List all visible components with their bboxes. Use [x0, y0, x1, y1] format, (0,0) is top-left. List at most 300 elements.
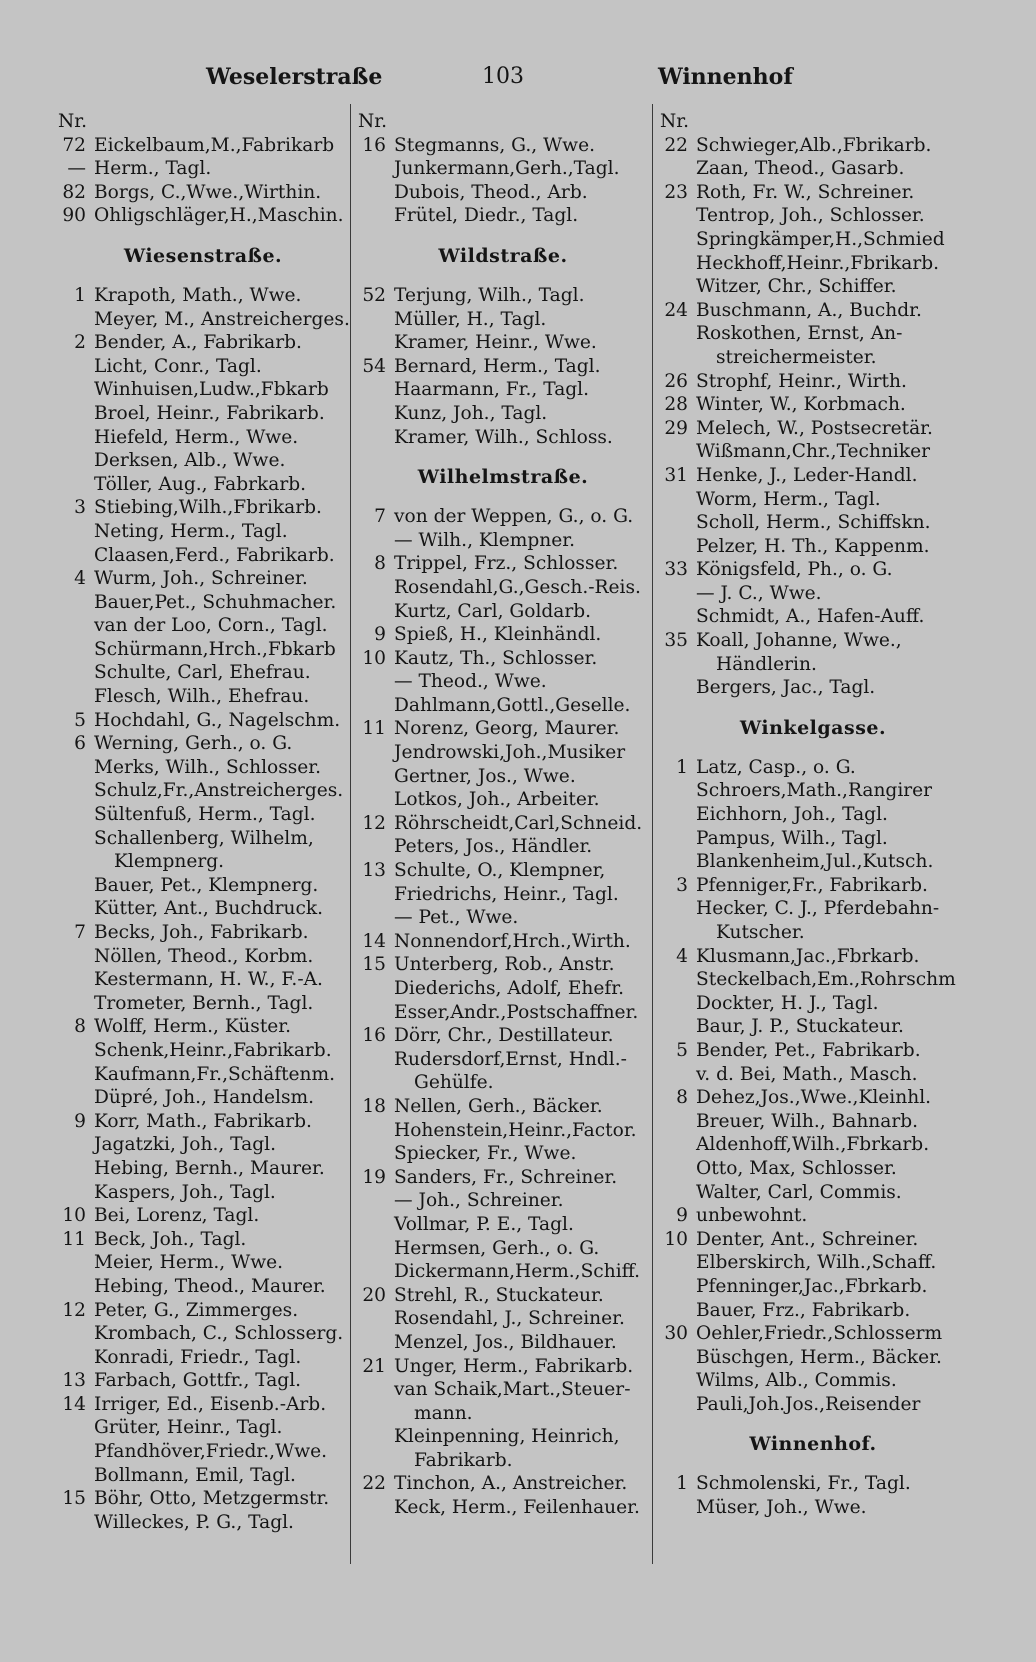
- resident-text: mann.: [414, 1402, 473, 1424]
- resident-text: Unterberg, Rob., Anstr.: [394, 954, 615, 976]
- resident-text: Oehler,Friedr.,Schlosserm: [696, 1323, 943, 1345]
- directory-entry: [58, 284, 348, 308]
- directory-entry: [58, 110, 348, 134]
- directory-entry: [358, 1260, 648, 1284]
- resident-text: Zaan, Theod., Gasarb.: [696, 158, 905, 180]
- resident-text: Vollmar, P. E., Tagl.: [394, 1213, 574, 1235]
- house-number: 19: [362, 1166, 386, 1188]
- directory-entry: [358, 1095, 648, 1119]
- directory-entry: [660, 827, 966, 851]
- house-number: 14: [62, 1393, 86, 1415]
- directory-entry: [358, 647, 648, 671]
- directory-entry: [58, 1393, 348, 1417]
- directory-entry: [58, 520, 348, 544]
- directory-entry: [660, 921, 966, 945]
- directory-entry: [660, 346, 966, 370]
- resident-text: Latz, Casp., o. G.: [696, 756, 856, 778]
- house-number: 35: [664, 630, 688, 652]
- directory-entry: [660, 1204, 966, 1228]
- resident-text: Bernard, Herm., Tagl.: [394, 355, 601, 377]
- resident-text: Merks, Wilh., Schlosser.: [94, 756, 322, 778]
- resident-text: Baur, J. P., Stuckateur.: [696, 1016, 904, 1038]
- resident-text: Irriger, Ed., Eisenb.-Arb.: [94, 1393, 327, 1415]
- directory-entry: [58, 1251, 348, 1275]
- directory-entry: [358, 1237, 648, 1261]
- directory-entry: [58, 331, 348, 355]
- directory-entry: [58, 614, 348, 638]
- house-number: 26: [664, 370, 688, 392]
- resident-text: Konradi, Friedr., Tagl.: [94, 1346, 302, 1368]
- directory-entry: [58, 992, 348, 1016]
- directory-entry: [660, 992, 966, 1016]
- resident-text: Pauli,Joh.Jos.,Reisender: [696, 1393, 921, 1415]
- directory-entry: [660, 1472, 966, 1496]
- directory-entry: [58, 378, 348, 402]
- house-number: 16: [362, 1025, 386, 1047]
- resident-text: Steckelbach,Em.,Rohrschm: [696, 969, 956, 991]
- resident-text: Schenk,Heinr.,Fabrikarb.: [94, 1039, 332, 1061]
- house-number: 31: [664, 464, 688, 486]
- directory-entry: [358, 1024, 648, 1048]
- house-number: 23: [664, 181, 688, 203]
- house-number: 3: [74, 497, 86, 519]
- directory-entry: [58, 1275, 348, 1299]
- resident-text: Töller, Aug., Fabrkarb.: [94, 473, 307, 495]
- directory-entry: [358, 953, 648, 977]
- directory-entry: [358, 181, 648, 205]
- resident-text: Esser,Andr.,Postschaffner.: [394, 1001, 639, 1023]
- directory-entry: [358, 284, 648, 308]
- directory-entry: [58, 204, 348, 228]
- resident-text: Flesch, Wilh., Ehefrau.: [94, 686, 310, 708]
- resident-text: Nellen, Gerh., Bäcker.: [394, 1095, 603, 1117]
- resident-text: Diederichs, Adolf, Ehefr.: [394, 978, 625, 999]
- resident-text: Eickelbaum,M.,Fabrikarb: [94, 134, 335, 156]
- resident-text: Schulz,Fr.,Anstreicherges.: [94, 780, 344, 802]
- resident-text: Peters, Jos., Händler.: [394, 836, 593, 858]
- house-number: 13: [62, 1370, 86, 1392]
- resident-text: Becks, Joh., Fabrikarb.: [94, 922, 309, 943]
- directory-entry: [660, 653, 966, 677]
- house-number: 10: [664, 1228, 688, 1250]
- directory-entry: [58, 1181, 348, 1205]
- directory-entry: [58, 827, 348, 851]
- resident-text: Heckhoff,Heinr.,Fbrikarb.: [696, 252, 940, 274]
- resident-text: Düpré, Joh., Handelsm.: [94, 1087, 315, 1109]
- resident-text: Neting, Herm., Tagl.: [94, 520, 288, 542]
- directory-entry: [58, 1086, 348, 1110]
- directory-entry: [58, 591, 348, 615]
- directory-entry: [58, 661, 348, 685]
- directory-entry: [58, 1110, 348, 1134]
- resident-text: Nöllen, Theod., Korbm.: [94, 945, 314, 967]
- resident-text: Röhrscheidt,Carl,Schneid.: [394, 812, 643, 834]
- directory-entry: [58, 1063, 348, 1087]
- directory-entry: [358, 1189, 648, 1213]
- street-heading: Wilhelmstraße.: [417, 466, 589, 489]
- house-number: 2: [74, 332, 86, 354]
- directory-entry: [358, 1496, 648, 1520]
- house-number: 6: [74, 733, 86, 755]
- resident-text: Breuer, Wilh., Bahnarb.: [696, 1110, 919, 1132]
- directory-entry: [358, 717, 648, 741]
- directory-entry: [358, 576, 648, 600]
- house-number: 12: [362, 812, 386, 834]
- resident-text: Hohenstein,Heinr.,Factor.: [394, 1119, 637, 1141]
- resident-text: Pelzer, H. Th., Kappenm.: [696, 535, 930, 557]
- resident-text: Bauer,Pet., Schuhmacher.: [94, 591, 337, 613]
- directory-entry: [660, 181, 966, 205]
- resident-text: Schürmann,Hrch.,Fbkarb: [94, 638, 336, 660]
- directory-entry: [358, 157, 648, 181]
- resident-text: Nr.: [58, 111, 88, 132]
- house-number: 10: [362, 647, 386, 669]
- directory-entry: [358, 1213, 648, 1237]
- directory-entry: [660, 968, 966, 992]
- house-number: 30: [664, 1323, 688, 1345]
- page-header: [58, 64, 968, 104]
- resident-text: Fabrikarb.: [414, 1449, 513, 1471]
- directory-entry: [58, 921, 348, 945]
- resident-text: Schulte, Carl, Ehefrau.: [94, 662, 311, 684]
- resident-text: Frütel, Diedr., Tagl.: [394, 205, 579, 227]
- directory-entry: [660, 874, 966, 898]
- directory-entry: [358, 552, 648, 576]
- resident-text: Böhr, Otto, Metzgermstr.: [94, 1488, 330, 1510]
- directory-entry: [660, 945, 966, 969]
- column-divider: [350, 104, 351, 1564]
- directory-entry: [358, 741, 648, 765]
- directory-entry: [660, 511, 966, 535]
- house-number: 54: [362, 355, 386, 377]
- resident-text: Nr.: [660, 111, 690, 132]
- directory-entry: [58, 897, 348, 921]
- directory-entry: [358, 670, 648, 694]
- resident-text: Menzel, Jos., Bildhauer.: [394, 1331, 617, 1353]
- directory-entry: [660, 393, 966, 417]
- directory-entry: [58, 874, 348, 898]
- resident-text: Dehez,Jos.,Wwe.,Kleinhl.: [696, 1087, 932, 1109]
- resident-text: Kramer, Heinr., Wwe.: [394, 332, 597, 354]
- directory-entry: [58, 1416, 348, 1440]
- resident-text: Springkämper,H.,Schmied: [696, 228, 945, 250]
- directory-entry: [660, 1133, 966, 1157]
- resident-text: Händlerin.: [716, 653, 817, 675]
- resident-text: Dubois, Theod., Arb.: [394, 181, 588, 203]
- directory-entry: [660, 252, 966, 276]
- directory-entry: [660, 1086, 966, 1110]
- house-number: 52: [362, 284, 386, 306]
- resident-text: Sültenfuß, Herm., Tagl.: [94, 804, 316, 826]
- directory-entry: [660, 1157, 966, 1181]
- resident-text: Bender, A., Fabrikarb.: [94, 332, 302, 354]
- resident-text: Pfenniger,Fr., Fabrikarb.: [696, 874, 928, 896]
- street-heading: Wildstraße.: [438, 244, 568, 267]
- resident-text: Rudersdorf,Ernst, Hndl.-: [394, 1048, 627, 1070]
- house-number: 3: [676, 874, 688, 896]
- resident-text: Witzer, Chr., Schiffer.: [696, 276, 897, 298]
- resident-text: Strophf, Heinr., Wirth.: [696, 370, 907, 392]
- directory-entry: [58, 567, 348, 591]
- directory-entry: [358, 134, 648, 158]
- resident-text: Henke, J., Leder-Handl.: [696, 464, 918, 486]
- resident-text: Tinchon, A., Anstreicher.: [394, 1473, 628, 1495]
- resident-text: Jendrowski,Joh.,Musiker: [394, 742, 626, 764]
- resident-text: Haarmann, Fr., Tagl.: [394, 379, 590, 401]
- resident-text: Broel, Heinr., Fabrikarb.: [94, 402, 325, 424]
- directory-entry: [58, 1299, 348, 1323]
- resident-text: Bauer, Pet., Klempnerg.: [94, 874, 319, 896]
- directory-entry: [358, 788, 648, 812]
- directory-entry: [660, 417, 966, 441]
- street-heading: Wiesenstraße.: [123, 244, 283, 267]
- house-number: 11: [62, 1228, 86, 1250]
- directory-entry: [58, 1464, 348, 1488]
- resident-text: Junkermann,Gerh.,Tagl.: [394, 158, 620, 180]
- directory-entry: [660, 582, 966, 606]
- house-number: 18: [362, 1095, 386, 1117]
- house-number: 8: [74, 1016, 86, 1038]
- resident-text: Denter, Ant., Schreiner.: [696, 1228, 919, 1250]
- resident-text: Pfandhöver,Friedr.,Wwe.: [94, 1441, 328, 1463]
- directory-entry: [58, 732, 348, 756]
- resident-text: Terjung, Wilh., Tagl.: [394, 284, 585, 306]
- column-3: [660, 110, 966, 1520]
- directory-entry: [660, 464, 966, 488]
- resident-text: Lotkos, Joh., Arbeiter.: [394, 789, 600, 811]
- directory-entry: [58, 1015, 348, 1039]
- house-number: 4: [74, 568, 86, 590]
- directory-entry: [58, 756, 348, 780]
- directory-entry: [660, 1496, 966, 1520]
- directory-entry: [358, 1166, 648, 1190]
- street-heading: Winkelgasse.: [739, 716, 887, 739]
- directory-entry: [660, 779, 966, 803]
- directory-entry: [358, 1284, 648, 1308]
- directory-entry: [660, 1063, 966, 1087]
- house-number: 15: [62, 1488, 86, 1510]
- resident-text: Schulte, O., Klempner,: [394, 860, 606, 882]
- directory-entry: [660, 1275, 966, 1299]
- directory-entry: [358, 505, 648, 529]
- house-number: 21: [362, 1355, 386, 1377]
- directory-entry: [58, 134, 348, 158]
- resident-text: Hebing, Theod., Maurer.: [94, 1275, 326, 1297]
- resident-text: — Pet., Wwe.: [394, 907, 519, 929]
- resident-text: Rosendahl,G.,Gesch.-Reis.: [394, 576, 641, 598]
- directory-entry: [58, 1487, 348, 1511]
- resident-text: Spiecker, Fr., Wwe.: [394, 1143, 577, 1165]
- resident-text: Strehl, R., Stuckateur.: [394, 1284, 604, 1306]
- resident-text: Schallenberg, Wilhelm,: [94, 827, 314, 849]
- directory-entry: [358, 623, 648, 647]
- resident-text: Königsfeld, Ph., o. G.: [696, 559, 893, 581]
- resident-text: Korr, Math., Fabrikarb.: [94, 1110, 312, 1132]
- directory-entry: [358, 204, 648, 228]
- resident-text: Worm, Herm., Tagl.: [696, 488, 881, 510]
- resident-text: Elberskirch, Wilh.,Schaff.: [696, 1252, 937, 1274]
- resident-text: Kunz, Joh., Tagl.: [394, 402, 548, 424]
- directory-entry: [358, 331, 648, 355]
- resident-text: Winhuisen,Ludw.,Fbkarb: [94, 379, 329, 401]
- resident-text: Dörr, Chr., Destillateur.: [394, 1025, 614, 1047]
- directory-entry: [58, 945, 348, 969]
- directory-entry: [58, 544, 348, 568]
- directory-entry: [660, 535, 966, 559]
- resident-text: Kütter, Ant., Buchdruck.: [94, 898, 324, 920]
- resident-text: Kaufmann,Fr.,Schäftenm.: [94, 1063, 336, 1085]
- resident-text: Kestermann, H. W., F.-A.: [94, 969, 323, 991]
- directory-entry: [660, 676, 966, 700]
- directory-entry: [358, 1048, 648, 1072]
- directory-entry: [58, 496, 348, 520]
- resident-text: Willeckes, P. G., Tagl.: [94, 1511, 294, 1533]
- house-number: 24: [664, 299, 688, 321]
- resident-text: Wißmann,Chr.,Techniker: [696, 441, 931, 463]
- resident-text: Keck, Herm., Feilenhauer.: [394, 1497, 640, 1519]
- directory-entry: [58, 638, 348, 662]
- directory-entry: [660, 1299, 966, 1323]
- resident-text: — Wilh., Klempner.: [394, 529, 575, 551]
- resident-text: Werning, Gerh., o. G.: [94, 733, 293, 755]
- directory-entry: [660, 756, 966, 780]
- resident-text: Pfenninger,Jac.,Fbrkarb.: [696, 1275, 928, 1297]
- directory-entry: [660, 228, 966, 252]
- house-number: 16: [362, 134, 386, 156]
- house-number: —: [67, 158, 86, 180]
- directory-entry: [358, 859, 648, 883]
- house-number: 13: [362, 860, 386, 882]
- directory-entry: [358, 1331, 648, 1355]
- house-number: 7: [374, 506, 386, 528]
- page-number: 103: [482, 64, 524, 89]
- resident-text: Aldenhoff,Wilh.,Fbrkarb.: [696, 1134, 930, 1156]
- house-number: 8: [676, 1087, 688, 1109]
- directory-entry: [660, 1251, 966, 1275]
- resident-text: Roth, Fr. W., Schreiner.: [696, 181, 915, 203]
- directory-entry: [660, 803, 966, 827]
- house-number: 5: [676, 1039, 688, 1061]
- resident-text: Roskothen, Ernst, An-: [696, 323, 903, 345]
- directory-entry: [660, 204, 966, 228]
- header-left-street: Weselerstraße: [206, 64, 383, 90]
- resident-text: v. d. Bei, Math., Masch.: [696, 1063, 918, 1085]
- directory-entry: [58, 850, 348, 874]
- resident-text: Grüter, Heinr., Tagl.: [94, 1417, 283, 1439]
- resident-text: Wurm, Joh., Schreiner.: [94, 568, 308, 590]
- resident-text: Hochdahl, G., Nagelschm.: [94, 709, 341, 731]
- resident-text: Bollmann, Emil, Tagl.: [94, 1464, 296, 1486]
- resident-text: Walter, Carl, Commis.: [696, 1181, 902, 1203]
- header-right-street: Winnenhof: [658, 64, 793, 90]
- directory-entry: [58, 1511, 348, 1535]
- resident-text: Dickermann,Herm.,Schiff.: [394, 1261, 641, 1283]
- directory-entry: [58, 1157, 348, 1181]
- house-number: 11: [362, 718, 386, 740]
- resident-text: Gehülfe.: [414, 1072, 494, 1094]
- house-number: 28: [664, 394, 688, 416]
- house-number: 15: [362, 954, 386, 976]
- directory-entry: [358, 1307, 648, 1331]
- resident-text: Claasen,Ferd., Fabrikarb.: [94, 544, 335, 566]
- directory-entry: [58, 1228, 348, 1252]
- directory-entry: [58, 1039, 348, 1063]
- house-number: 1: [676, 1473, 688, 1495]
- directory-entry: [358, 426, 648, 450]
- resident-text: von der Weppen, G., o. G.: [394, 506, 634, 528]
- resident-text: Hecker, C. J., Pferdebahn-: [696, 898, 940, 920]
- resident-text: Kaspers, Joh., Tagl.: [94, 1181, 276, 1203]
- house-number: 20: [362, 1284, 386, 1306]
- resident-text: Krombach, C., Schlosserg.: [94, 1323, 344, 1345]
- house-number: 1: [74, 284, 86, 306]
- directory-entry: [358, 930, 648, 954]
- directory-entry: [58, 1346, 348, 1370]
- house-number: 22: [664, 134, 688, 156]
- directory-entry: [660, 1228, 966, 1252]
- resident-text: Blankenheim,Jul.,Kutsch.: [696, 851, 934, 873]
- resident-text: Scholl, Herm., Schiffskn.: [696, 512, 931, 534]
- house-number: 82: [62, 181, 86, 203]
- directory-entry: [660, 1181, 966, 1205]
- directory-entry: [358, 1142, 648, 1166]
- directory-entry: [58, 355, 348, 379]
- directory-entry: [58, 968, 348, 992]
- house-number: 14: [362, 930, 386, 952]
- directory-entry: [660, 1039, 966, 1063]
- resident-text: Farbach, Gottfr., Tagl.: [94, 1370, 302, 1392]
- directory-entry: [358, 835, 648, 859]
- house-number: 8: [374, 553, 386, 575]
- resident-text: Spieß, H., Kleinhändl.: [394, 624, 602, 646]
- directory-entry: [358, 1378, 648, 1402]
- resident-text: Schmolenski, Fr., Tagl.: [696, 1473, 911, 1495]
- directory-entry: [58, 157, 348, 181]
- column-divider: [652, 104, 653, 1564]
- resident-text: Trometer, Bernh., Tagl.: [94, 992, 314, 1014]
- resident-text: streichermeister.: [716, 346, 877, 368]
- directory-entry: [660, 605, 966, 629]
- resident-text: Sanders, Fr., Schreiner.: [394, 1166, 618, 1188]
- resident-text: Schroers,Math.,Rangirer: [696, 780, 933, 802]
- resident-text: Kleinpenning, Heinrich,: [394, 1426, 620, 1448]
- resident-text: Derksen, Alb., Wwe.: [94, 450, 286, 472]
- resident-text: Klempnerg.: [114, 851, 225, 873]
- resident-text: Unger, Herm., Fabrikarb.: [394, 1355, 634, 1377]
- directory-entry: [358, 1449, 648, 1473]
- resident-text: Herm., Tagl.: [94, 158, 212, 180]
- directory-entry: [660, 850, 966, 874]
- directory-entry: [358, 906, 648, 930]
- directory-entry: [358, 977, 648, 1001]
- resident-text: Melech, W., Postsecretär.: [696, 417, 933, 439]
- resident-text: Müller, H., Tagl.: [394, 308, 547, 330]
- resident-text: Trippel, Frz., Schlosser.: [394, 553, 619, 575]
- directory-entry: [660, 558, 966, 582]
- directory-entry: [660, 1369, 966, 1393]
- resident-text: Tentrop, Joh., Schlosser.: [696, 205, 925, 227]
- column-2: [358, 110, 648, 1520]
- resident-text: Wolff, Herm., Küster.: [94, 1016, 292, 1038]
- directory-entry: [358, 1119, 648, 1143]
- resident-text: Meyer, M., Anstreicherges.: [94, 308, 350, 330]
- house-number: 12: [62, 1299, 86, 1321]
- resident-text: Peter, G., Zimmerges.: [94, 1299, 299, 1321]
- street-heading: Winnenhof.: [749, 1433, 877, 1456]
- directory-entry: [358, 765, 648, 789]
- directory-entry: [358, 355, 648, 379]
- directory-entry: [358, 883, 648, 907]
